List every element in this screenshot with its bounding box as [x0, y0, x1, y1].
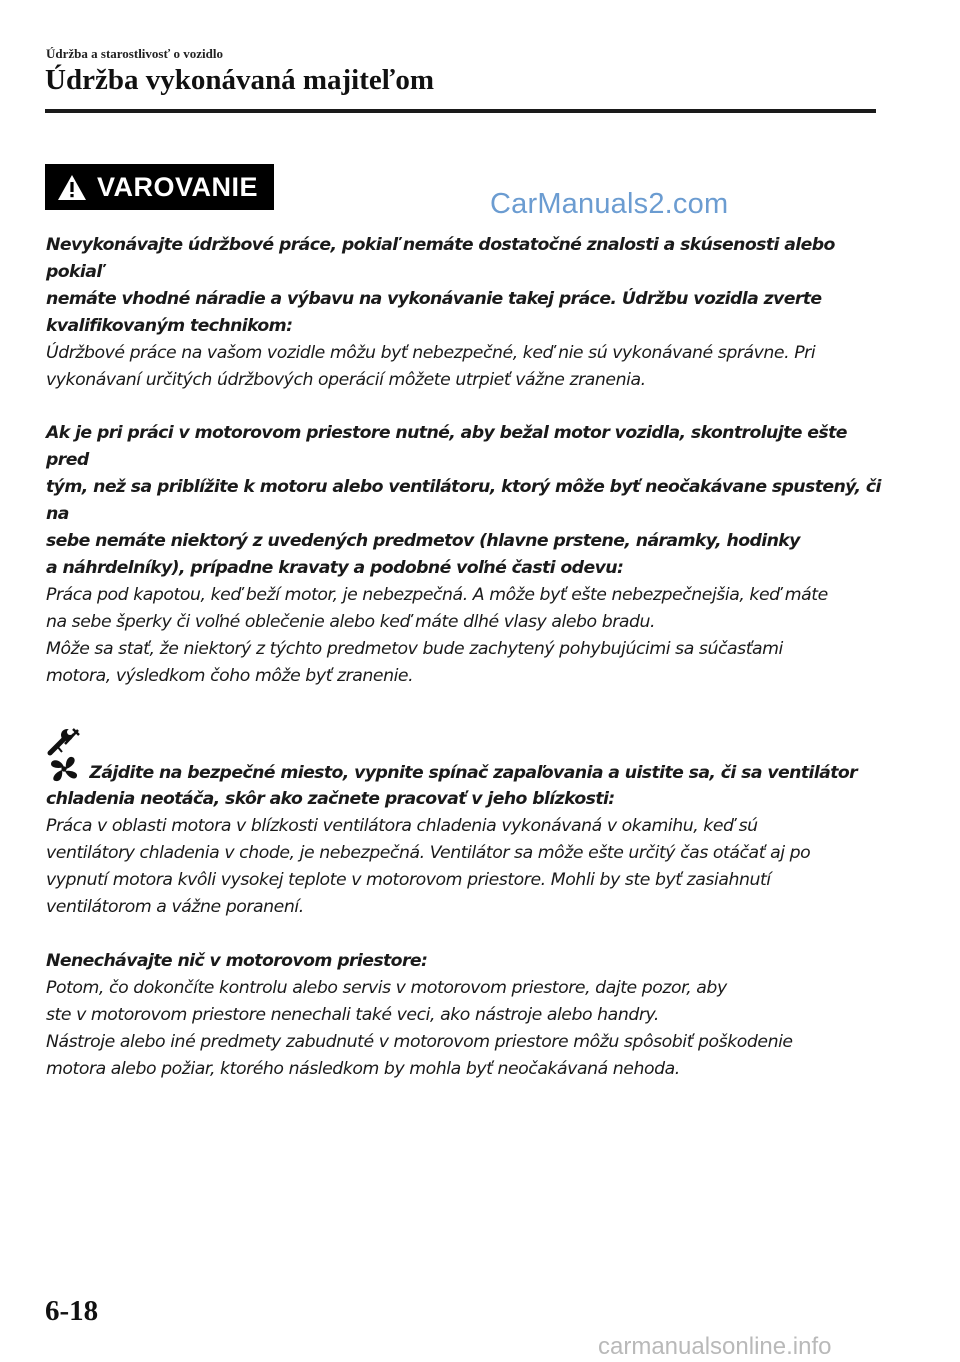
- content: [46, 232, 882, 1082]
- bold-line: Nenechávajte nič v motorovom priestore:: [46, 950, 428, 971]
- text-line: vypnutí motora kvôli vysokej teplote v motorovom priestore. Mohli by ste byť zasiahnutí: [46, 870, 771, 891]
- text-line: Potom, čo dokončíte kontrolu alebo servis v motorovom priestore, dajte pozor, aby: [46, 977, 727, 998]
- text-line: motora alebo požiar, ktorého následkom by mohla byť neočakávaná nehoda.: [46, 1058, 680, 1079]
- bold-line: Nevykonávajte údržbové práce, pokiaľ nemáte dostatočné znalosti a skúsenosti alebo pokiaľ: [46, 235, 835, 282]
- warning-triangle-icon: [57, 174, 87, 201]
- text-line: Práca pod kapotou, keď beží motor, je nebezpečná. A môže byť ešte nebezpečnejšia, keď máte: [46, 584, 828, 605]
- bold-line: nemáte vhodné náradie a výbavu na vykonávanie takej práce. Údržbu vozidla zverte: [46, 288, 822, 309]
- text-line: Môže sa stať, že niektorý z týchto predmetov bude zachytený pohybujúcimi sa súčasťami: [46, 638, 783, 659]
- section-label: Údržba a starostlivosť o vozidlo: [46, 46, 223, 61]
- bold-line: Zájdite na bezpečné miesto, vypnite spínač zapaľovania a uistite sa, či sa ventilátor: [89, 762, 858, 783]
- paragraph-4: [46, 948, 882, 1083]
- page-title: Údržba vykonávaná majiteľom: [45, 64, 434, 96]
- text-line: Nástroje alebo iné predmety zabudnuté v motorovom priestore môžu spôsobiť poškodenie: [46, 1031, 793, 1052]
- paragraph-1: [46, 232, 882, 393]
- text-line: motora, výsledkom čoho môže byť zranenie.: [46, 665, 414, 686]
- text-line: na sebe šperky či voľné oblečenie alebo keď máte dlhé vlasy alebo bradu.: [46, 611, 656, 632]
- watermark: CarManuals2.com: [490, 188, 729, 220]
- page-number: 6-18: [45, 1295, 99, 1327]
- paragraph-2: [46, 420, 882, 689]
- footer-watermark: carmanualsonline.info: [598, 1333, 832, 1360]
- bold-line: Ak je pri práci v motorovom priestore nutné, aby bežal motor vozidla, skontrolujte ešte pred: [46, 423, 847, 471]
- title-rule: [45, 109, 876, 113]
- warning-banner: [45, 164, 274, 210]
- bold-line: tým, než sa priblížite k motoru alebo ventilátoru, ktorý môže byť neočakávane spustený, či na: [46, 477, 881, 525]
- text-line: ventilátory chladenia v chode, je nebezpečná. Ventilátor sa môže ešte určitý čas otáčať aj po: [46, 843, 811, 864]
- bold-line: kvalifikovaným technikom:: [46, 315, 293, 336]
- bold-line: chladenia neotáča, skôr ako začnete pracovať v jeho blízkosti:: [46, 789, 615, 810]
- warning-label: VAROVANIE: [97, 171, 259, 202]
- bold-line: sebe nemáte niektorý z uvedených predmetov (hlavne prstene, náramky, hodinky: [46, 531, 800, 552]
- bold-line: a náhrdelníky), prípadne kravaty a podobné voľné časti odevu:: [46, 557, 624, 578]
- text-line: ste v motorovom priestore nenechali také veci, ako nástroje alebo handry.: [46, 1004, 659, 1025]
- tools-icon: [46, 726, 82, 756]
- text-line: ventilátorom a vážne poranení.: [46, 897, 304, 918]
- text-line: Práca v oblasti motora v blízkosti ventilátora chladenia vykonávaná v okamihu, keď sú: [46, 816, 758, 837]
- text-line: Údržbové práce na vašom vozidle môžu byť nebezpečné, keď nie sú vykonávané správne. Pri: [46, 342, 816, 363]
- paragraph-3: [46, 726, 882, 921]
- text-line: vykonávaní určitých údržbových operácií môžete utrpieť vážne zranenia.: [46, 369, 646, 390]
- fan-icon: [46, 756, 82, 782]
